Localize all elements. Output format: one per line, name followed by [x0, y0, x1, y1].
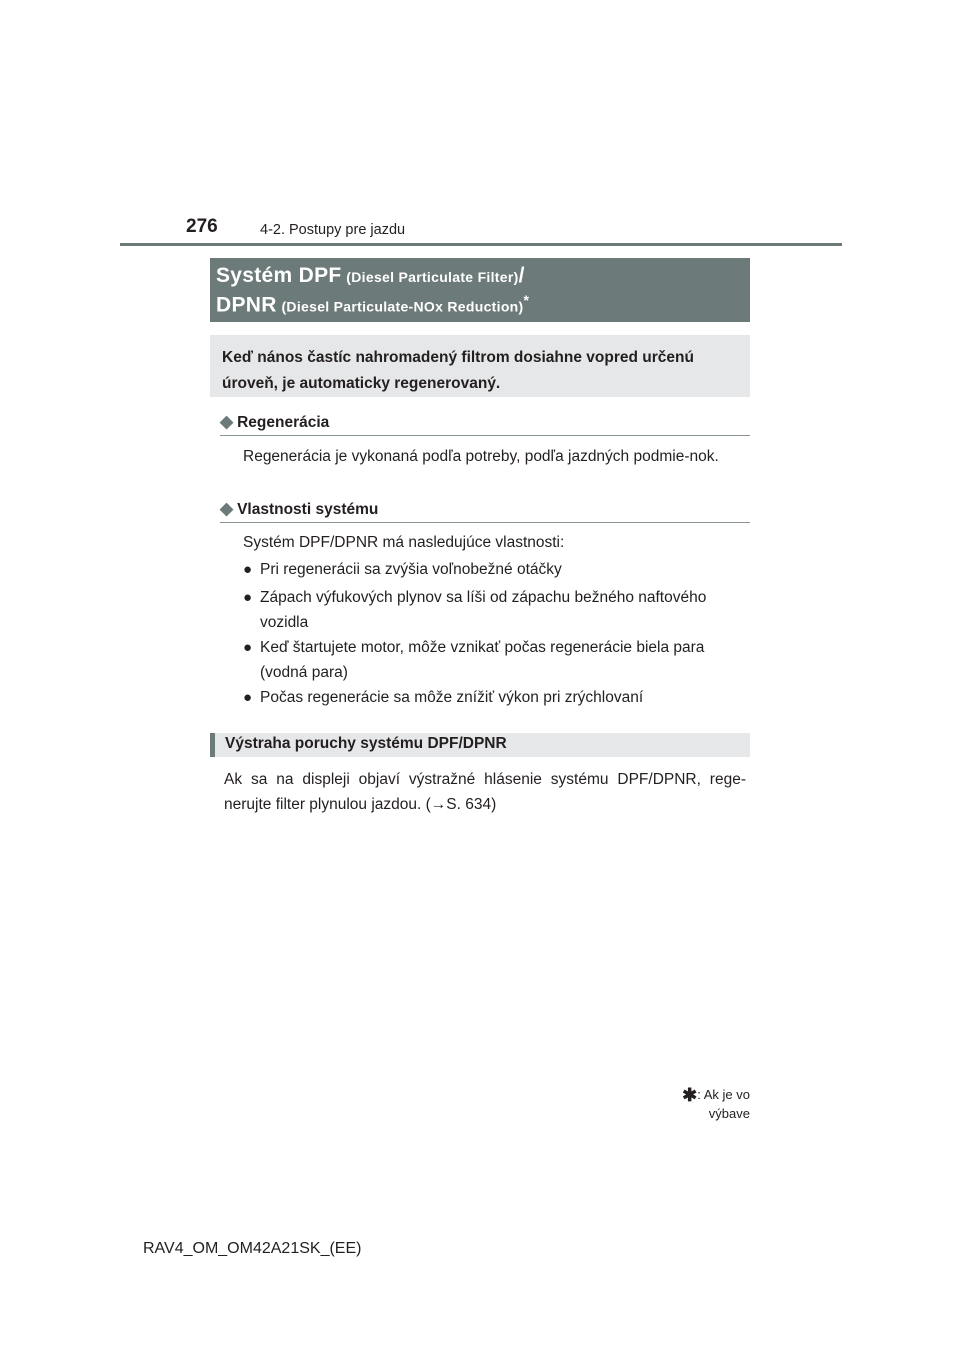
list-item [243, 685, 749, 710]
page-number: 276 [186, 216, 218, 237]
document-id: RAV4_OM_OM42A21SK_(EE) [143, 1240, 362, 1257]
list-item-text: Počas regenerácie sa môže znížiť výkon pri zrýchlovaní [260, 689, 644, 706]
diamond-icon: ◆ [220, 412, 234, 431]
warning-text: Ak sa na displeji objaví výstražné hlásenie systému DPF/DPNR, rege-nerujte filter plynulou jazdou. (→S. 634) [224, 771, 746, 813]
title-sub-dpnr: (Diesel Particulate-NOx Reduction) [281, 298, 524, 315]
list-item [243, 557, 749, 582]
bullet-icon: ● [243, 689, 253, 706]
footnote-text: : Ak je vo výbave [697, 1087, 750, 1121]
title-slash: / [518, 264, 525, 287]
warning-heading: Výstraha poruchy systému DPF/DPNR [210, 733, 750, 757]
vlastnosti-intro: Systém DPF/DPNR má nasledujúce vlastnosti: [243, 534, 565, 551]
list-item [243, 635, 749, 685]
regeneracia-text: Regenerácia je vykonaná podľa potreby, podľa jazdných podmie-nok. [243, 448, 719, 465]
title-line-2 [216, 292, 529, 317]
diamond-icon: ◆ [220, 499, 234, 518]
list-item-text: Pri regenerácii sa zvýšia voľnobežné otáčky [260, 561, 562, 578]
title-main-dpf: Systém DPF [216, 264, 342, 287]
subheading-label: Vlastnosti systému [237, 501, 379, 518]
title-footnote-star: * [523, 292, 530, 308]
intro-summary: Keď nános častíc nahromadený filtrom dosiahne vopred určenú úroveň, je automaticky regenerovaný. [210, 335, 750, 397]
subheading-regeneracia [220, 412, 750, 432]
subheading-label: Regenerácia [237, 414, 330, 431]
subheading-divider [220, 522, 750, 523]
title-sub-dpf: (Diesel Particulate Filter) [346, 269, 519, 285]
page-title-box [210, 258, 750, 322]
list-item-text: Keď štartujete motor, môže vznikať počas regenerácie biela para (vodná para) [260, 639, 705, 681]
section-title: 4-2. Postupy pre jazdu [260, 222, 406, 238]
subheading-divider [220, 435, 750, 436]
bullet-icon: ● [243, 561, 253, 578]
bullet-icon: ● [243, 639, 253, 656]
footnote [638, 1085, 750, 1121]
list-item [243, 585, 749, 635]
subheading-vlastnosti [220, 499, 750, 519]
title-main-dpnr: DPNR [216, 293, 277, 317]
title-line-1 [216, 264, 525, 288]
list-item-text: Zápach výfukových plynov sa líši od zápachu bežného naftového vozidla [260, 589, 707, 631]
header-divider [120, 243, 842, 246]
bullet-icon: ● [243, 589, 253, 606]
asterisk-icon: ✱ [682, 1085, 698, 1105]
